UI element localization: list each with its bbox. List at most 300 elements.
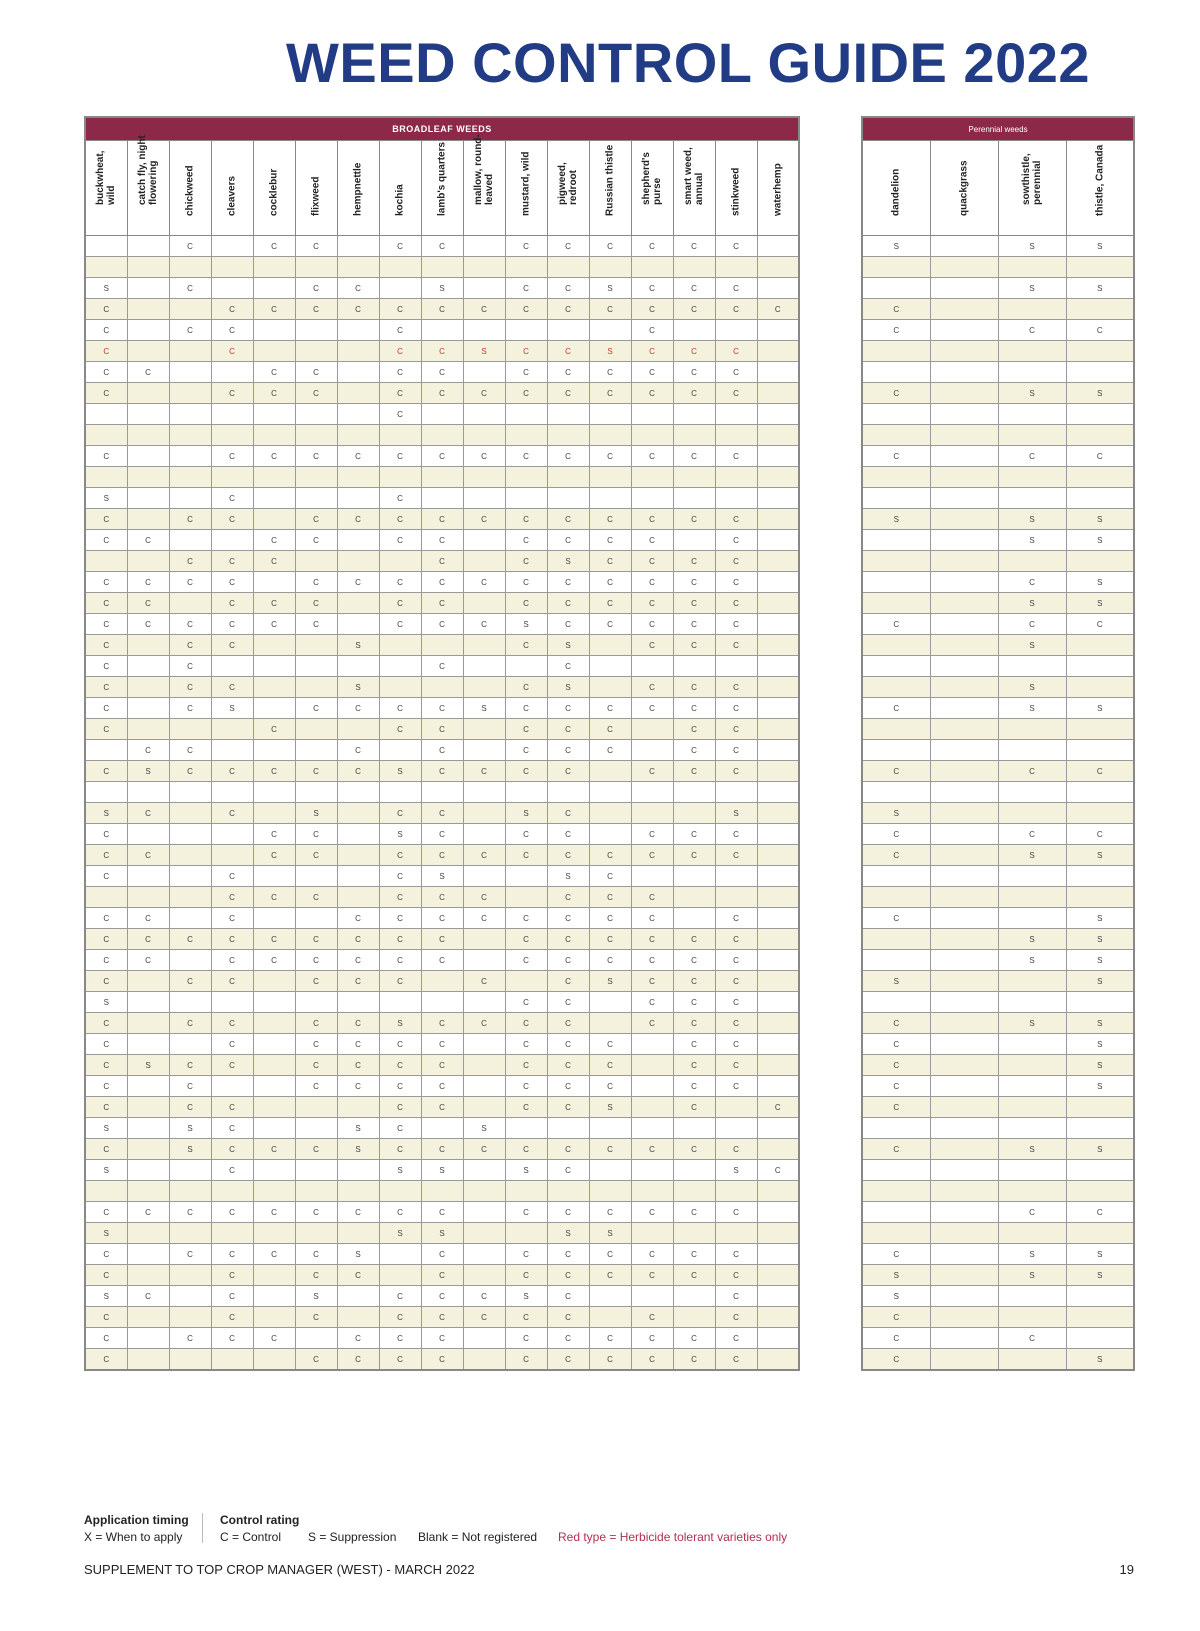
broadleaf-cell: C — [421, 446, 463, 467]
broadleaf-cell: S — [85, 1118, 127, 1139]
broadleaf-cell: C — [631, 1265, 673, 1286]
broadleaf-cell: S — [547, 677, 589, 698]
table-row — [862, 488, 1134, 509]
perennial-cell — [930, 320, 998, 341]
broadleaf-cell — [253, 1013, 295, 1034]
broadleaf-cell: C — [547, 278, 589, 299]
broadleaf-column-header-label: smart weed, annual — [683, 147, 705, 205]
broadleaf-cell — [715, 257, 757, 278]
table-row — [862, 992, 1134, 1013]
broadleaf-column-header — [85, 141, 127, 236]
broadleaf-cell — [757, 1181, 799, 1202]
broadleaf-cell — [253, 1181, 295, 1202]
perennial-cell — [862, 1181, 930, 1202]
broadleaf-cell: C — [715, 929, 757, 950]
perennial-cell — [930, 887, 998, 908]
broadleaf-cell: C — [631, 908, 673, 929]
perennial-cell — [998, 1160, 1066, 1181]
broadleaf-cell — [253, 656, 295, 677]
perennial-cell — [998, 803, 1066, 824]
broadleaf-cell — [673, 656, 715, 677]
broadleaf-cell — [127, 1076, 169, 1097]
broadleaf-cell — [757, 971, 799, 992]
broadleaf-cell — [589, 1118, 631, 1139]
perennial-cell: S — [998, 530, 1066, 551]
perennial-cell — [930, 1034, 998, 1055]
broadleaf-cell — [421, 992, 463, 1013]
broadleaf-column-header — [337, 141, 379, 236]
perennial-cell: S — [998, 929, 1066, 950]
broadleaf-cell — [337, 236, 379, 257]
broadleaf-cell: C — [211, 1013, 253, 1034]
broadleaf-cell: C — [379, 572, 421, 593]
perennial-cell: C — [862, 383, 930, 404]
perennial-cell — [930, 551, 998, 572]
broadleaf-cell: S — [169, 1118, 211, 1139]
broadleaf-cell: C — [253, 719, 295, 740]
table-row — [862, 1349, 1134, 1371]
perennial-cell: C — [998, 1202, 1066, 1223]
broadleaf-cell: C — [673, 1349, 715, 1371]
broadleaf-cell: C — [631, 530, 673, 551]
table-row — [862, 278, 1134, 299]
perennial-cell — [862, 782, 930, 803]
broadleaf-cell: C — [127, 950, 169, 971]
perennial-cell: S — [1066, 593, 1134, 614]
broadleaf-cell: C — [589, 1139, 631, 1160]
broadleaf-cell — [463, 320, 505, 341]
broadleaf-cell — [211, 824, 253, 845]
broadleaf-column-header — [169, 141, 211, 236]
broadleaf-cell: C — [295, 614, 337, 635]
broadleaf-cell — [169, 824, 211, 845]
broadleaf-cell: C — [211, 551, 253, 572]
perennial-cell: C — [998, 1328, 1066, 1349]
broadleaf-cell: C — [505, 509, 547, 530]
broadleaf-cell: C — [631, 677, 673, 698]
broadleaf-cell: C — [295, 509, 337, 530]
broadleaf-cell: C — [589, 740, 631, 761]
broadleaf-cell: C — [253, 950, 295, 971]
broadleaf-column-header — [589, 141, 631, 236]
broadleaf-cell: S — [421, 866, 463, 887]
broadleaf-cell: C — [295, 1244, 337, 1265]
broadleaf-cell — [127, 383, 169, 404]
broadleaf-cell: C — [421, 1139, 463, 1160]
broadleaf-cell: C — [421, 698, 463, 719]
broadleaf-cell: C — [421, 929, 463, 950]
broadleaf-cell — [421, 1181, 463, 1202]
broadleaf-cell — [253, 740, 295, 761]
broadleaf-cell: C — [757, 1097, 799, 1118]
table-row — [862, 236, 1134, 257]
broadleaf-cell: C — [421, 1055, 463, 1076]
broadleaf-cell: C — [421, 761, 463, 782]
perennial-cell — [1066, 803, 1134, 824]
perennial-cell: C — [1066, 446, 1134, 467]
table-row — [85, 299, 799, 320]
broadleaf-cell: C — [421, 509, 463, 530]
broadleaf-cell: C — [463, 887, 505, 908]
table-row — [85, 1202, 799, 1223]
perennial-cell — [1066, 1118, 1134, 1139]
broadleaf-cell — [757, 719, 799, 740]
broadleaf-cell: C — [631, 971, 673, 992]
broadleaf-cell — [757, 1055, 799, 1076]
perennial-cell: S — [998, 698, 1066, 719]
broadleaf-cell: C — [715, 845, 757, 866]
broadleaf-column-header — [547, 141, 589, 236]
broadleaf-cell: C — [505, 572, 547, 593]
broadleaf-cell: C — [421, 551, 463, 572]
broadleaf-cell — [295, 257, 337, 278]
broadleaf-cell: C — [715, 950, 757, 971]
broadleaf-cell — [463, 362, 505, 383]
broadleaf-cell: C — [673, 719, 715, 740]
broadleaf-cell: C — [85, 866, 127, 887]
broadleaf-cell: C — [421, 887, 463, 908]
broadleaf-cell: C — [295, 929, 337, 950]
broadleaf-cell — [253, 278, 295, 299]
broadleaf-cell — [295, 719, 337, 740]
broadleaf-cell — [127, 719, 169, 740]
perennial-cell — [998, 467, 1066, 488]
table-row — [85, 1118, 799, 1139]
broadleaf-column-header — [127, 135, 169, 236]
broadleaf-cell: C — [211, 677, 253, 698]
perennial-cell — [998, 887, 1066, 908]
table-row — [862, 845, 1134, 866]
broadleaf-cell — [127, 1328, 169, 1349]
perennial-column-header-label: quackgrass — [958, 160, 970, 216]
broadleaf-cell — [379, 467, 421, 488]
legend-rating-title: Control rating — [220, 1513, 300, 1527]
table-row — [862, 551, 1134, 572]
perennial-cell — [930, 971, 998, 992]
broadleaf-cell — [421, 257, 463, 278]
broadleaf-column-header — [295, 141, 337, 236]
broadleaf-cell — [757, 782, 799, 803]
broadleaf-cell: C — [379, 593, 421, 614]
table-row — [862, 320, 1134, 341]
broadleaf-cell: C — [337, 1034, 379, 1055]
broadleaf-cell — [295, 656, 337, 677]
broadleaf-cell: C — [463, 971, 505, 992]
table-row — [85, 950, 799, 971]
broadleaf-cell: C — [379, 1118, 421, 1139]
perennial-cell — [998, 341, 1066, 362]
broadleaf-cell — [169, 299, 211, 320]
broadleaf-cell — [421, 1118, 463, 1139]
broadleaf-cell: C — [421, 803, 463, 824]
broadleaf-cell: S — [505, 803, 547, 824]
broadleaf-cell — [673, 782, 715, 803]
broadleaf-cell — [715, 467, 757, 488]
perennial-cell — [1066, 1097, 1134, 1118]
broadleaf-cell — [505, 866, 547, 887]
perennial-cell — [930, 425, 998, 446]
perennial-cell — [998, 782, 1066, 803]
broadleaf-cell — [295, 1328, 337, 1349]
broadleaf-cell: C — [337, 509, 379, 530]
perennial-cell — [1066, 719, 1134, 740]
broadleaf-cell: C — [211, 1118, 253, 1139]
broadleaf-cell — [757, 950, 799, 971]
broadleaf-cell — [211, 467, 253, 488]
broadleaf-cell: S — [85, 1286, 127, 1307]
broadleaf-cell: C — [421, 299, 463, 320]
broadleaf-cell: C — [169, 656, 211, 677]
perennial-cell — [862, 551, 930, 572]
broadleaf-cell: C — [547, 1013, 589, 1034]
perennial-cell — [930, 236, 998, 257]
perennial-cell — [930, 845, 998, 866]
broadleaf-cell — [127, 1013, 169, 1034]
legend-red-type-text: Red type = Herbicide tolerant varieties only — [558, 1530, 788, 1544]
perennial-cell — [930, 509, 998, 530]
perennial-cell — [930, 740, 998, 761]
broadleaf-cell: C — [85, 593, 127, 614]
broadleaf-cell — [169, 530, 211, 551]
broadleaf-cell — [337, 551, 379, 572]
broadleaf-cell — [379, 677, 421, 698]
broadleaf-cell — [757, 845, 799, 866]
broadleaf-cell — [673, 425, 715, 446]
broadleaf-cell: C — [85, 383, 127, 404]
perennial-cell — [930, 299, 998, 320]
broadleaf-column-header — [673, 141, 715, 236]
broadleaf-cell — [757, 1034, 799, 1055]
broadleaf-cell: C — [505, 446, 547, 467]
broadleaf-cell — [463, 950, 505, 971]
broadleaf-cell: C — [379, 1097, 421, 1118]
broadleaf-cell: C — [715, 299, 757, 320]
broadleaf-cell: S — [379, 824, 421, 845]
broadleaf-cell: C — [379, 446, 421, 467]
broadleaf-cell — [337, 383, 379, 404]
broadleaf-cell: C — [673, 971, 715, 992]
broadleaf-cell — [589, 320, 631, 341]
broadleaf-cell: C — [253, 824, 295, 845]
broadleaf-cell: C — [631, 341, 673, 362]
broadleaf-cell: C — [673, 1328, 715, 1349]
broadleaf-cell — [463, 1181, 505, 1202]
broadleaf-cell: C — [295, 593, 337, 614]
broadleaf-cell: C — [547, 1097, 589, 1118]
broadleaf-cell — [337, 719, 379, 740]
table-row — [862, 614, 1134, 635]
broadleaf-cell: C — [715, 824, 757, 845]
table-row — [85, 572, 799, 593]
broadleaf-cell — [757, 236, 799, 257]
broadleaf-cell: C — [85, 572, 127, 593]
broadleaf-cell: C — [127, 530, 169, 551]
perennial-cell: S — [998, 1013, 1066, 1034]
broadleaf-cell — [127, 404, 169, 425]
perennial-cell: S — [1066, 530, 1134, 551]
perennial-cell — [862, 740, 930, 761]
perennial-cell — [998, 656, 1066, 677]
perennial-cell — [1066, 1223, 1134, 1244]
perennial-cell: C — [862, 1349, 930, 1371]
broadleaf-cell — [253, 1349, 295, 1371]
perennial-cell — [930, 635, 998, 656]
broadleaf-cell — [337, 530, 379, 551]
broadleaf-cell — [631, 782, 673, 803]
broadleaf-cell — [505, 257, 547, 278]
broadleaf-cell: C — [505, 1202, 547, 1223]
broadleaf-cell — [463, 656, 505, 677]
broadleaf-cell: C — [295, 572, 337, 593]
table-row — [85, 1139, 799, 1160]
table-row — [862, 1097, 1134, 1118]
perennial-cell — [1066, 677, 1134, 698]
broadleaf-cell: C — [589, 908, 631, 929]
broadleaf-cell — [337, 845, 379, 866]
broadleaf-cell — [757, 740, 799, 761]
broadleaf-cell: C — [211, 320, 253, 341]
table-row — [85, 1328, 799, 1349]
broadleaf-cell — [169, 467, 211, 488]
broadleaf-cell: C — [547, 1286, 589, 1307]
broadleaf-cell: S — [169, 1139, 211, 1160]
broadleaf-cell — [337, 488, 379, 509]
broadleaf-cell: C — [547, 698, 589, 719]
broadleaf-cell: C — [211, 1307, 253, 1328]
table-row — [85, 866, 799, 887]
broadleaf-cell — [337, 866, 379, 887]
broadleaf-cell: S — [421, 278, 463, 299]
broadleaf-cell: C — [211, 593, 253, 614]
broadleaf-cell: C — [295, 1202, 337, 1223]
broadleaf-cell — [421, 782, 463, 803]
broadleaf-cell: C — [673, 950, 715, 971]
broadleaf-cell: C — [169, 572, 211, 593]
perennial-cell: S — [1066, 971, 1134, 992]
broadleaf-cell — [631, 1181, 673, 1202]
broadleaf-cell: C — [631, 446, 673, 467]
broadleaf-cell: C — [169, 971, 211, 992]
broadleaf-cell: C — [421, 1328, 463, 1349]
broadleaf-cell — [211, 425, 253, 446]
broadleaf-cell — [127, 1349, 169, 1371]
perennial-cell — [998, 1286, 1066, 1307]
broadleaf-cell: C — [169, 1076, 211, 1097]
broadleaf-cell — [85, 236, 127, 257]
broadleaf-cell — [463, 1265, 505, 1286]
perennial-cell: S — [1066, 1265, 1134, 1286]
perennial-cell — [930, 719, 998, 740]
broadleaf-cell: C — [379, 530, 421, 551]
broadleaf-cell — [463, 404, 505, 425]
broadleaf-cell — [631, 1055, 673, 1076]
broadleaf-cell — [127, 866, 169, 887]
perennial-weeds-table — [861, 116, 1135, 1371]
table-row — [862, 950, 1134, 971]
broadleaf-cell: C — [337, 1013, 379, 1034]
table-row — [85, 803, 799, 824]
broadleaf-cell: C — [169, 614, 211, 635]
broadleaf-cell: C — [715, 278, 757, 299]
table-row — [862, 803, 1134, 824]
broadleaf-cell — [379, 740, 421, 761]
broadleaf-cell: C — [379, 404, 421, 425]
perennial-cell — [930, 1328, 998, 1349]
broadleaf-cell — [715, 887, 757, 908]
broadleaf-cell: C — [505, 278, 547, 299]
broadleaf-cell: C — [337, 1076, 379, 1097]
broadleaf-cell: S — [463, 1118, 505, 1139]
broadleaf-cell: S — [337, 1118, 379, 1139]
broadleaf-cell: C — [379, 887, 421, 908]
broadleaf-cell: C — [673, 341, 715, 362]
table-row — [862, 761, 1134, 782]
table-row — [85, 593, 799, 614]
broadleaf-cell — [757, 656, 799, 677]
perennial-cell — [930, 824, 998, 845]
broadleaf-cell: C — [127, 593, 169, 614]
broadleaf-cell — [85, 425, 127, 446]
broadleaf-cell: C — [463, 509, 505, 530]
broadleaf-cell: C — [673, 593, 715, 614]
broadleaf-cell: C — [295, 950, 337, 971]
broadleaf-cell — [127, 824, 169, 845]
perennial-cell — [930, 446, 998, 467]
broadleaf-cell — [295, 740, 337, 761]
broadleaf-weeds-header: BROADLEAF WEEDS — [85, 117, 799, 141]
table-row — [862, 1055, 1134, 1076]
broadleaf-cell — [169, 404, 211, 425]
broadleaf-cell: C — [589, 866, 631, 887]
perennial-cell — [862, 341, 930, 362]
perennial-cell: C — [862, 614, 930, 635]
broadleaf-cell: C — [715, 1328, 757, 1349]
perennial-cell: S — [998, 278, 1066, 299]
broadleaf-cell: S — [715, 1160, 757, 1181]
broadleaf-cell — [379, 635, 421, 656]
table-row — [862, 1223, 1134, 1244]
broadleaf-cell — [127, 1307, 169, 1328]
broadleaf-cell: C — [715, 572, 757, 593]
broadleaf-cell — [295, 992, 337, 1013]
broadleaf-cell — [589, 677, 631, 698]
broadleaf-cell — [169, 1034, 211, 1055]
broadleaf-cell — [757, 341, 799, 362]
perennial-cell — [862, 404, 930, 425]
broadleaf-cell: C — [547, 887, 589, 908]
broadleaf-column-header-label: catch fly, night flowering — [137, 135, 159, 205]
broadleaf-cell: C — [85, 446, 127, 467]
broadleaf-cell: C — [715, 1055, 757, 1076]
broadleaf-cell: S — [379, 1013, 421, 1034]
broadleaf-cell — [127, 551, 169, 572]
table-row — [862, 341, 1134, 362]
table-row — [862, 677, 1134, 698]
broadleaf-cell — [85, 257, 127, 278]
broadleaf-cell: C — [673, 446, 715, 467]
broadleaf-cell — [295, 866, 337, 887]
perennial-cell — [998, 1034, 1066, 1055]
broadleaf-cell: C — [211, 572, 253, 593]
broadleaf-cell — [337, 656, 379, 677]
broadleaf-cell — [463, 782, 505, 803]
broadleaf-cell: C — [505, 530, 547, 551]
broadleaf-cell: C — [337, 1328, 379, 1349]
broadleaf-cell: C — [715, 1265, 757, 1286]
broadleaf-cell: C — [253, 761, 295, 782]
broadleaf-cell: C — [673, 1265, 715, 1286]
perennial-table-body — [862, 236, 1134, 1371]
